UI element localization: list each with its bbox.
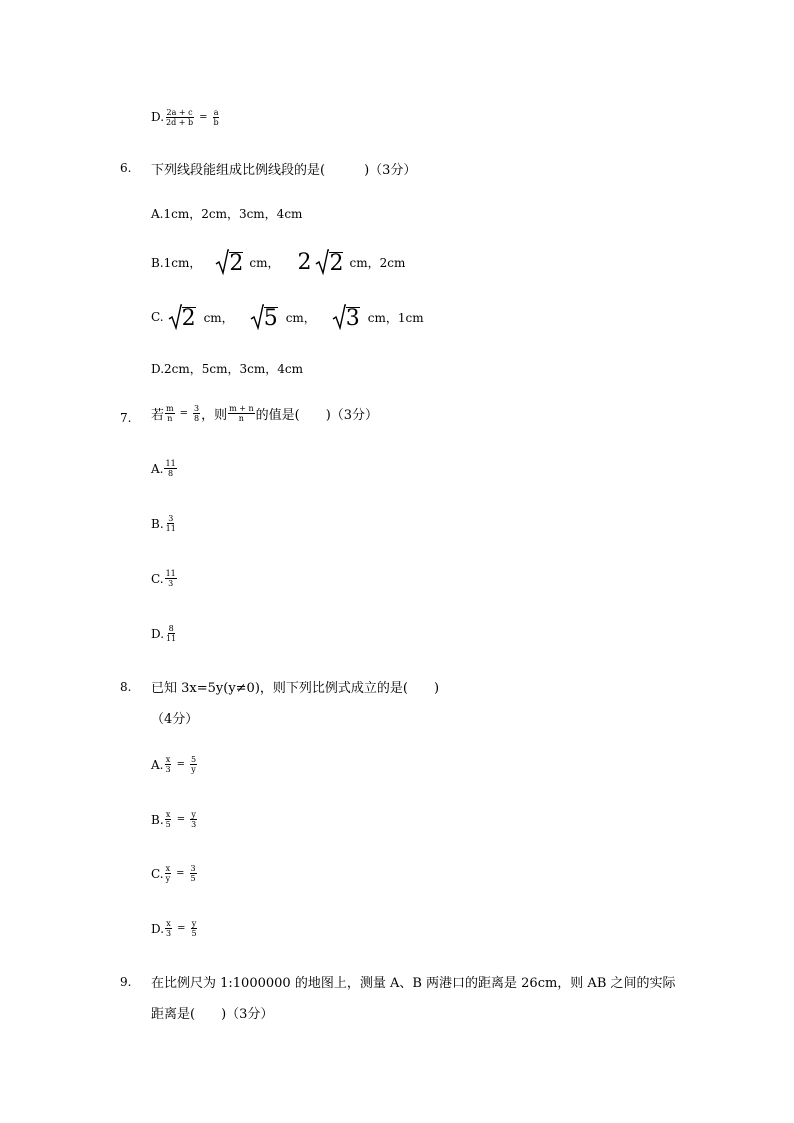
- numerator: 8: [168, 624, 174, 633]
- question-stem-line2: 距离是( )（3分）: [151, 1007, 274, 1022]
- option-label: A.: [151, 461, 164, 476]
- equals-sign: =: [176, 814, 186, 825]
- stem-text: 的值是( )（3分）: [255, 408, 379, 423]
- numerator: y: [191, 810, 196, 819]
- sqrt-symbol: [168, 304, 196, 330]
- q6-option-d: D.2cm，5cm，3cm，4cm: [151, 362, 303, 376]
- denominator: 3: [191, 820, 197, 829]
- denominator: 5: [165, 820, 171, 829]
- fraction: [165, 404, 175, 423]
- q6-option-a: A.1cm，2cm，3cm，4cm: [151, 207, 303, 221]
- numerator: 11: [165, 569, 176, 578]
- question-stem: 已知 3x=5y(y≠0)，则下列比例式成立的是( ): [151, 681, 440, 696]
- unit-text: cm，2cm: [349, 255, 406, 270]
- fraction: [165, 514, 177, 533]
- radicand: 2: [229, 251, 244, 276]
- coefficient: 2: [297, 249, 312, 275]
- question-number: 6.: [120, 161, 132, 175]
- denominator: 3: [168, 579, 174, 588]
- fraction: [228, 404, 255, 423]
- q7-option-c: [151, 569, 178, 588]
- radicand: 2: [329, 251, 344, 276]
- numerator: 3: [190, 864, 196, 873]
- radicand: 2: [181, 306, 196, 331]
- option-label: B.1cm，: [151, 255, 202, 270]
- fraction: [190, 755, 197, 774]
- numerator: 2a + c: [166, 108, 193, 117]
- question-number: 8.: [120, 680, 132, 694]
- numerator: a: [213, 108, 219, 117]
- numerator: x: [165, 864, 171, 873]
- numerator: 5: [190, 755, 197, 764]
- stem-text: ，则: [201, 408, 228, 423]
- fraction: [165, 919, 172, 938]
- denominator: 3: [166, 929, 172, 938]
- numerator: x: [165, 755, 171, 764]
- unit-text: cm，1cm: [367, 310, 424, 325]
- equals-sign: =: [176, 868, 185, 879]
- sqrt-symbol: [215, 249, 243, 275]
- numerator: 11: [165, 459, 176, 468]
- q8-option-b: [151, 810, 198, 829]
- q5-option-d: [151, 108, 221, 127]
- numerator: y: [191, 919, 197, 928]
- option-label: D.: [151, 110, 165, 124]
- q6-option-b: [151, 248, 405, 276]
- fraction: [193, 404, 200, 423]
- option-label: B.: [151, 516, 164, 531]
- option-label: D.: [151, 626, 165, 641]
- numerator: x: [166, 919, 171, 928]
- denominator: 8: [194, 414, 200, 423]
- sqrt-symbol: [315, 249, 343, 275]
- question-number: 7.: [120, 411, 132, 425]
- denominator: 5: [191, 929, 197, 938]
- denominator: y: [165, 874, 171, 883]
- equals-sign: =: [199, 112, 208, 123]
- numerator: 3: [194, 404, 200, 413]
- q8-option-a: [151, 755, 198, 774]
- sqrt-symbol: [250, 304, 278, 330]
- equals-sign: =: [177, 923, 186, 934]
- unit-text: cm，: [203, 310, 234, 325]
- numerator: x: [165, 810, 171, 819]
- radicand: 5: [263, 306, 278, 331]
- denominator: 3: [165, 765, 171, 774]
- option-label: D.: [151, 921, 165, 936]
- q6-option-c: [151, 303, 424, 331]
- option-label: A.: [151, 757, 164, 772]
- denominator: b: [213, 118, 219, 127]
- denominator: 11: [165, 524, 176, 533]
- q7-option-a: [151, 459, 178, 478]
- unit-text: cm，: [249, 255, 280, 270]
- option-label: C.: [151, 571, 164, 586]
- fraction: [164, 459, 176, 478]
- question-score: （4分）: [151, 712, 199, 727]
- q7-option-b: [151, 514, 178, 533]
- fraction: [165, 810, 172, 829]
- numerator: m: [166, 404, 174, 413]
- fraction: [213, 108, 220, 127]
- denominator: n: [238, 414, 244, 423]
- equals-sign: =: [179, 408, 188, 419]
- q8-option-c: [151, 864, 198, 883]
- fraction: [190, 810, 197, 829]
- fraction: [191, 919, 198, 938]
- denominator: 8: [168, 469, 174, 478]
- q8-option-d: [151, 919, 199, 938]
- question-stem: 在比例尺为 1:1000000 的地图上，测量 A、B 两港口的距离是 26cm，则 AB 之间的实际: [151, 976, 676, 991]
- radicand: 3: [345, 306, 360, 331]
- fraction: [165, 864, 172, 883]
- fraction: [165, 108, 194, 127]
- fraction: [165, 624, 177, 643]
- denominator: n: [167, 414, 173, 423]
- numerator: 3: [168, 514, 174, 523]
- question-stem: 下列线段能组成比例线段的是( )（3分）: [151, 163, 417, 178]
- stem-text: 若: [151, 408, 165, 423]
- fraction: [190, 864, 197, 883]
- option-label: C.: [151, 866, 164, 881]
- option-label: B.: [151, 812, 164, 827]
- numerator: m + n: [229, 404, 254, 413]
- q7-option-d: [151, 624, 178, 643]
- option-label: C.: [151, 310, 164, 324]
- fraction: [164, 755, 171, 774]
- denominator: y: [191, 765, 196, 774]
- equals-sign: =: [176, 759, 185, 770]
- question-number: 9.: [120, 975, 132, 989]
- fraction: [165, 569, 177, 588]
- denominator: 11: [166, 634, 177, 643]
- denominator: 5: [190, 874, 196, 883]
- unit-text: cm，: [285, 310, 316, 325]
- sqrt-symbol: [332, 304, 360, 330]
- question-stem: [151, 404, 378, 423]
- denominator: 2d + b: [166, 118, 194, 127]
